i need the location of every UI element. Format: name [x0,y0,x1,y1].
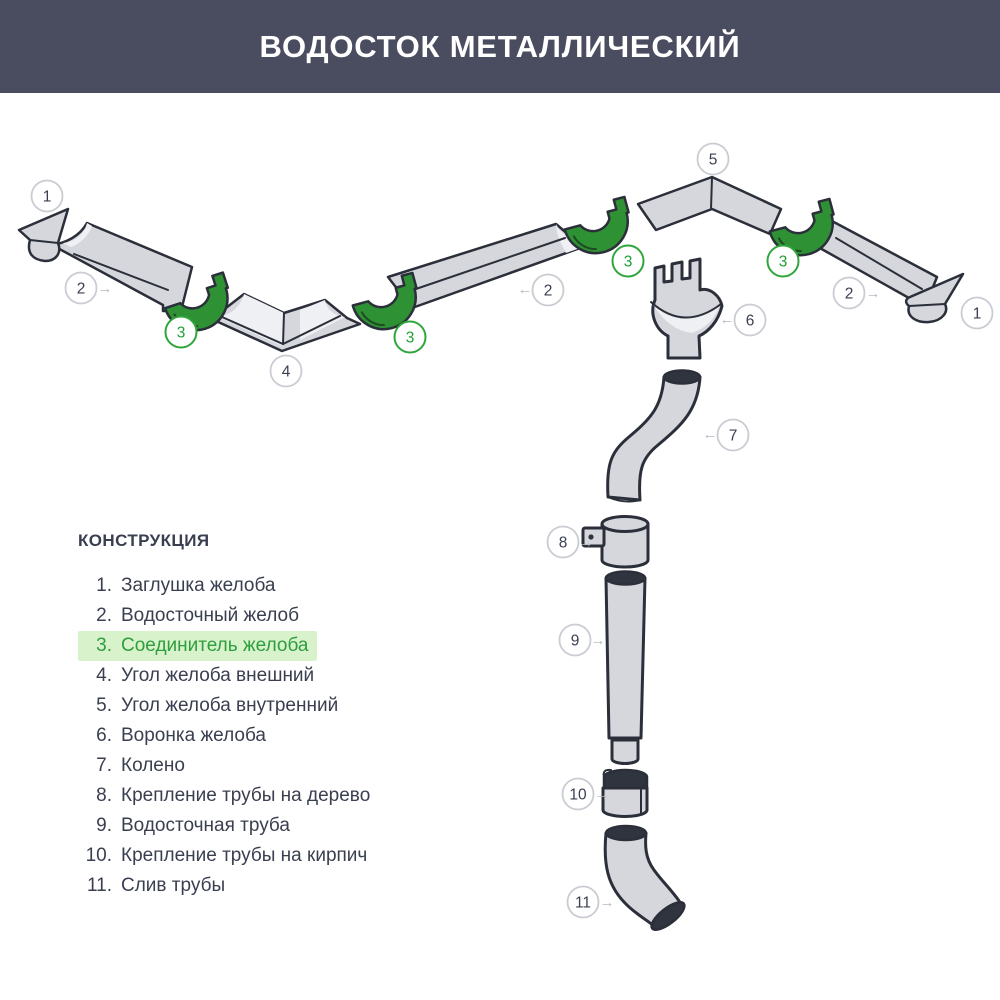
callout-3-right [768,246,799,277]
callout-3-left [166,317,197,348]
legend-list [78,571,438,901]
callout-5 [698,144,729,175]
arrow-right-icon: → [590,632,606,649]
legend-item-2: 2. Водосточный желоб [96,605,299,626]
arrow-right-icon: → [594,786,610,803]
callout-6 [720,305,766,336]
callout-3-mid-left [395,322,426,353]
legend-item-5: 5. Угол желоба внутренний [96,695,339,716]
callout-1-right-label: 1 [972,305,982,323]
legend-item-9: 9. Водосточная труба [96,815,290,836]
callout-1-right [962,298,993,329]
arrow-left-icon: ← [719,311,735,328]
part-corner-inner [638,177,781,234]
callout-3-mid-right [613,246,644,277]
callout-3-mid-left-label: 3 [405,329,415,347]
callout-8-label: 8 [558,534,568,552]
legend [78,531,438,901]
part-end-cap-left [19,209,68,261]
callout-11 [568,887,615,918]
legend-item-3-highlighted: 3. Соединитель желоба [78,631,317,661]
legend-item-6: 6. Воронка желоба [96,725,266,746]
legend-item-8: 8. Крепление трубы на дерево [96,785,371,806]
arrow-right-icon: → [578,534,594,551]
callout-3-left-label: 3 [176,324,186,342]
callout-5-label: 5 [708,151,718,169]
legend-item-11: 11. Слив трубы [86,875,226,896]
callout-2-left-label: 2 [76,280,86,298]
arrow-right-icon: → [865,285,881,302]
callout-1-left-label: 1 [42,188,52,206]
page-title: ВОДОСТОК МЕТАЛЛИЧЕСКИЙ [259,28,741,64]
callout-4-label: 4 [281,363,291,381]
legend-item-1: 1. Заглушка желоба [96,575,276,596]
callout-3-right-label: 3 [778,253,788,271]
callout-1-left [32,181,63,212]
part-outlet [605,826,688,934]
legend-item-7: 7. Колено [96,755,185,776]
arrow-right-icon: → [599,894,615,911]
arrow-left-icon: ← [702,426,718,443]
callout-10-label: 10 [569,786,587,804]
callout-4 [271,356,302,387]
callout-2-right-label: 2 [844,285,854,303]
callout-3-mid-right-label: 3 [623,253,633,271]
callout-2-middle-label: 2 [543,282,553,300]
callout-2-right [834,278,881,309]
callout-6-label: 6 [745,312,755,330]
callout-9-label: 9 [570,632,580,650]
part-bracket-brick [603,770,647,817]
callout-7 [703,420,749,451]
arrow-left-icon: ← [517,281,533,298]
arrow-right-icon: → [97,280,113,297]
legend-title: КОНСТРУКЦИЯ [78,531,210,550]
legend-item-10: 10. Крепление трубы на кирпич [85,845,368,866]
callout-2-left [66,273,113,304]
legend-item-4: 4. Угол желоба внешний [96,665,315,686]
callout-9 [560,625,606,656]
part-funnel [651,259,722,358]
callout-2-middle [518,275,564,306]
callout-11-label: 11 [574,894,592,912]
part-elbow [608,371,700,502]
part-pipe [606,572,645,764]
callout-7-label: 7 [728,427,738,445]
